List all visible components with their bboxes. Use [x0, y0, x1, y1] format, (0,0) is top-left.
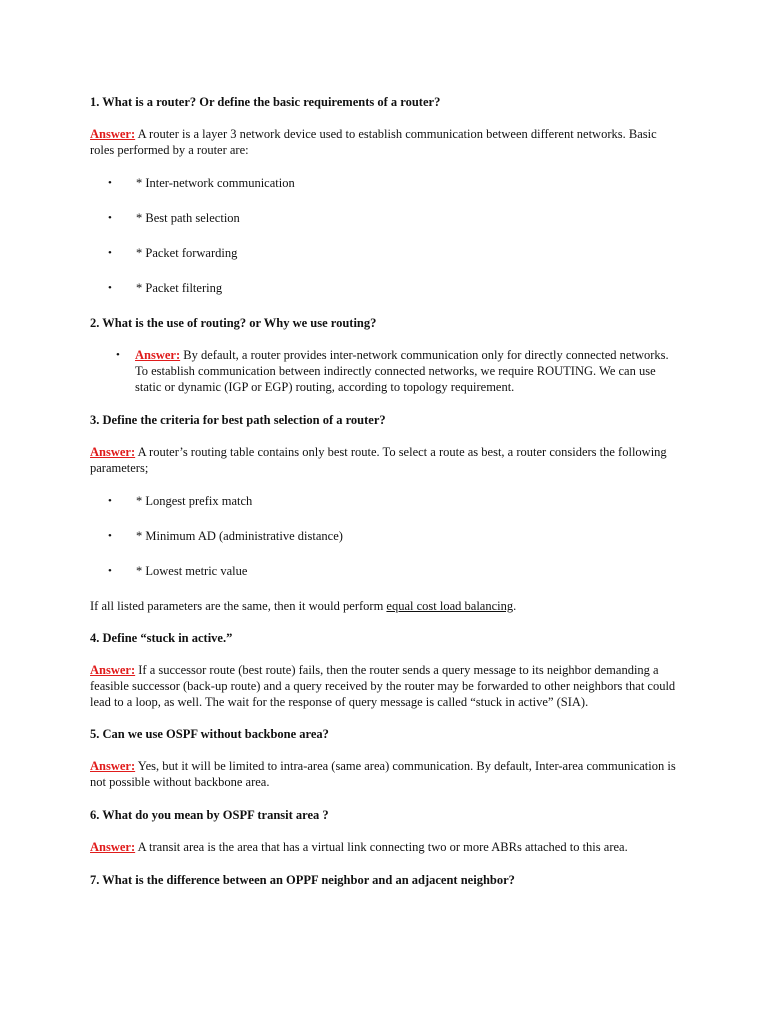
answer-label: Answer:: [90, 663, 136, 677]
bullet-icon: •: [108, 177, 112, 189]
question-2: 2. What is the use of routing? or Why we use routing?: [90, 316, 377, 330]
answer-4-text: If a successor route (best route) fails, then the router sends a query message to its neighbor demanding a feasible successor (back-up route) and a query received by the router may be forwarded to other neighbors that could lead to a loop, as well. The wait for the response of query message is called “stuck in active” (SIA).: [90, 663, 676, 709]
bullet-icon: •: [108, 530, 112, 542]
answer-1-text: A router is a layer 3 network device used to establish communication between different networks. Basic roles performed by a router are:: [90, 127, 657, 157]
answer-label: Answer:: [90, 759, 136, 773]
question-3: 3. Define the criteria for best path selection of a router?: [90, 413, 386, 427]
answer-label: Answer:: [90, 127, 136, 141]
list-item-text: * Longest prefix match: [136, 494, 253, 508]
answer-3-footer: [90, 598, 680, 614]
bullet-icon: •: [108, 212, 112, 224]
answer-label: Answer:: [90, 840, 136, 854]
bullet-icon: •: [108, 565, 112, 577]
question-7: 7. What is the difference between an OPPF neighbor and an adjacent neighbor?: [90, 873, 515, 887]
answer-3: [90, 444, 680, 476]
question-1: 1. What is a router? Or define the basic requirements of a router?: [90, 95, 441, 109]
bullet-icon: •: [108, 495, 112, 507]
answer-1: [90, 126, 680, 158]
footer-text: If all listed parameters are the same, then it would perform: [90, 599, 387, 613]
list-item-text: * Lowest metric value: [136, 564, 248, 578]
question-5: 5. Can we use OSPF without backbone area?: [90, 727, 329, 741]
bullet-icon: •: [116, 349, 120, 361]
question-6: 6. What do you mean by OSPF transit area ?: [90, 808, 329, 822]
bullet-icon: •: [108, 247, 112, 259]
list-item-text: * Minimum AD (administrative distance): [136, 529, 343, 543]
footer-period: .: [513, 599, 517, 613]
answer-2: [135, 347, 675, 395]
equal-cost-load-balancing-link[interactable]: equal cost load balancing: [386, 599, 514, 613]
answer-4: [90, 662, 680, 710]
answer-6: [90, 839, 680, 855]
question-4: 4. Define “stuck in active.”: [90, 631, 233, 645]
list-item-text: * Best path selection: [136, 211, 240, 225]
answer-5: [90, 758, 680, 790]
answer-5-text: Yes, but it will be limited to intra-area (same area) communication. By default, Inter-area communication is not possible without backbone area.: [90, 759, 676, 789]
answer-6-text: A transit area is the area that has a virtual link connecting two or more ABRs attached to this area.: [135, 840, 628, 854]
list-item-text: * Packet filtering: [136, 281, 223, 295]
answer-2-text: By default, a router provides inter-network communication only for directly connected networks. To establish communication between indirectly connected networks, we require ROUTING. We can use static or dynamic (IGP or EGP) routing, according to topology requirement.: [135, 348, 669, 394]
answer-3-text: A router’s routing table contains only best route. To select a route as best, a router considers the following parameters;: [90, 445, 667, 475]
list-item-text: * Packet forwarding: [136, 246, 238, 260]
answer-label: Answer:: [90, 445, 136, 459]
answer-label: Answer:: [135, 348, 181, 362]
list-item-text: * Inter-network communication: [136, 176, 295, 190]
bullet-icon: •: [108, 282, 112, 294]
